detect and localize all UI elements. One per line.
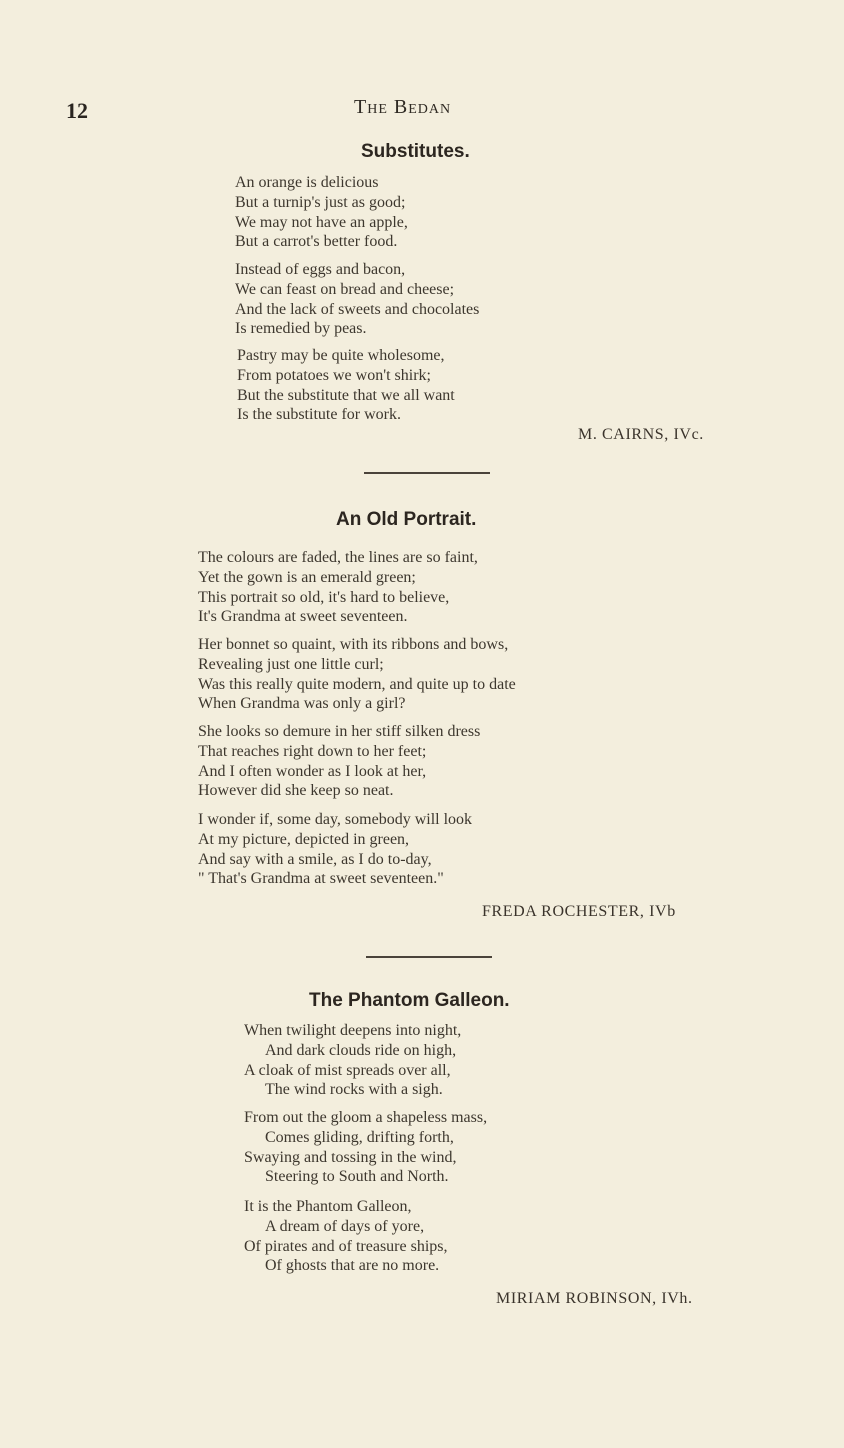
- poem-line: That reaches right down to her feet;: [198, 742, 427, 760]
- running-head: The Bedan: [354, 96, 452, 118]
- poem-stanza: [198, 810, 472, 889]
- poem-line: But the substitute that we all want: [237, 386, 455, 404]
- poem-line: From potatoes we won't shirk;: [237, 366, 431, 384]
- poem-line: When Grandma was only a girl?: [198, 695, 406, 713]
- poem-stanza: [198, 548, 478, 627]
- poem-author: FREDA ROCHESTER, IVb: [482, 903, 676, 920]
- poem-stanza: [237, 346, 455, 425]
- poem-line: " That's Grandma at sweet seventeen.": [198, 870, 444, 888]
- poem-line: Her bonnet so quaint, with its ribbons and bows,: [198, 636, 509, 653]
- poem-author: MIRIAM ROBINSON, IVh.: [496, 1290, 693, 1307]
- poem-line: We may not have an apple,: [235, 213, 408, 231]
- poem-stanza: [235, 260, 479, 339]
- poem-line: Was this really quite modern, and quite up to date: [198, 675, 516, 693]
- poem-line: We can feast on bread and cheese;: [235, 280, 455, 298]
- poem-line: A cloak of mist spreads over all,: [244, 1061, 451, 1079]
- poem-line: Swaying and tossing in the wind,: [244, 1148, 457, 1166]
- poem-line: It is the Phantom Galleon,: [244, 1198, 412, 1215]
- poem-line: The wind rocks with a sigh.: [265, 1081, 443, 1099]
- page-number: 12: [66, 98, 88, 123]
- poem-line: Yet the gown is an emerald green;: [198, 568, 416, 586]
- poem-line: From out the gloom a shapeless mass,: [244, 1109, 488, 1126]
- poem-line: I wonder if, some day, somebody will look: [198, 811, 473, 828]
- poem-line: This portrait so old, it's hard to believe,: [198, 588, 450, 606]
- poem-title-an-old-portrait: An Old Portrait.: [336, 509, 477, 530]
- poem-line: When twilight deepens into night,: [244, 1022, 462, 1039]
- poem-line: She looks so demure in her stiff silken dress: [198, 723, 481, 740]
- poem-line: However did she keep so neat.: [198, 782, 394, 800]
- poem-line: But a carrot's better food.: [235, 233, 398, 251]
- poem-author: M. CAIRNS, IVc.: [578, 426, 704, 443]
- poem-line: Instead of eggs and bacon,: [235, 261, 406, 278]
- poem-line: An orange is delicious: [235, 174, 379, 191]
- poem-title-substitutes: Substitutes.: [361, 141, 470, 162]
- poem-stanza: [244, 1021, 461, 1100]
- poem-line: But a turnip's just as good;: [235, 193, 406, 211]
- poem-stanza: [244, 1108, 487, 1187]
- poem-line: Comes gliding, drifting forth,: [265, 1128, 454, 1146]
- poem-stanza: [235, 173, 408, 252]
- poem-line: At my picture, depicted in green,: [198, 830, 410, 848]
- section-divider: [366, 956, 492, 958]
- poem-line: Pastry may be quite wholesome,: [237, 347, 445, 364]
- poem-stanza: [244, 1197, 448, 1276]
- poem-line: And dark clouds ride on high,: [265, 1041, 457, 1059]
- poem-line: Is the substitute for work.: [237, 406, 401, 424]
- poem-line: Steering to South and North.: [265, 1168, 449, 1186]
- poem-line: Of ghosts that are no more.: [265, 1257, 440, 1275]
- poem-line: It's Grandma at sweet seventeen.: [198, 608, 408, 626]
- poem-line: And the lack of sweets and chocolates: [235, 300, 480, 318]
- poem-line: A dream of days of yore,: [265, 1217, 425, 1235]
- poem-line: And I often wonder as I look at her,: [198, 762, 427, 780]
- poem-line: Of pirates and of treasure ships,: [244, 1237, 448, 1255]
- poem-line: Revealing just one little curl;: [198, 655, 384, 673]
- poem-title-the-phantom-galleon: The Phantom Galleon.: [309, 990, 510, 1011]
- poem-stanza: [198, 722, 480, 801]
- poem-stanza: [198, 635, 516, 714]
- poem-line: Is remedied by peas.: [235, 320, 367, 338]
- poem-line: The colours are faded, the lines are so faint,: [198, 549, 478, 566]
- section-divider: [364, 472, 490, 474]
- poem-line: And say with a smile, as I do to-day,: [198, 850, 432, 868]
